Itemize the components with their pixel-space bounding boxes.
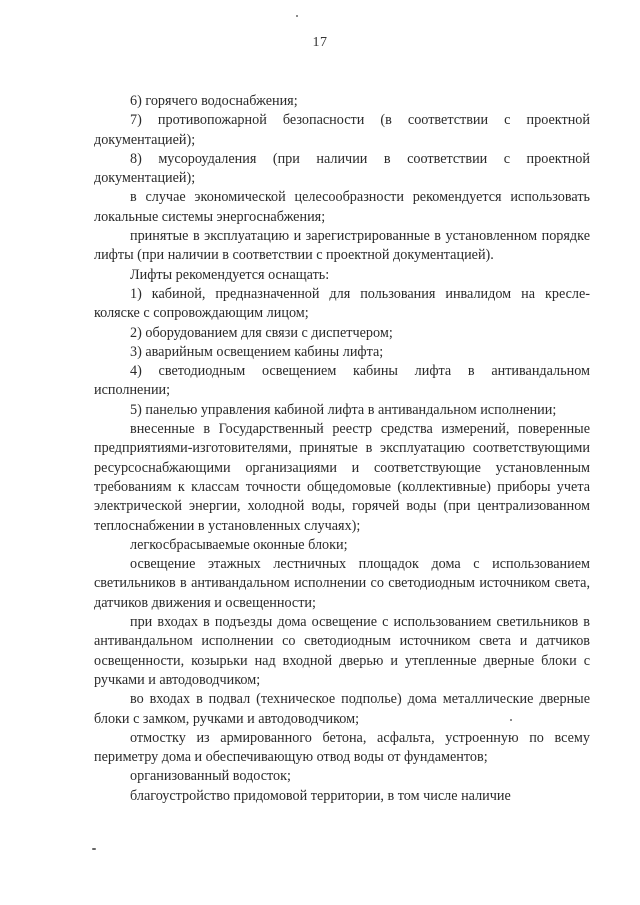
paragraph-elevators: принятые в эксплуатацию и зарегистрированные в установленном порядке лифты (при наличии в соответствии с проектной документацией). [94,228,590,264]
paragraph-item-6: 6) горячего водоснабжения; [130,93,298,109]
paragraph-window-blocks: легкосбрасываемые оконные блоки; [130,536,348,553]
paragraph-elevator-item-4: 4) светодиодным освещением кабины лифта в антивандальном исполнении; [94,363,590,399]
paragraph-landscaping: благоустройство придомовой территории, в том числе наличие [130,787,511,804]
paragraph-blind-area: отмостку из армированного бетона, асфальта, устроенную по всему периметру дома и обеспечивающую отвод воды от фундаментов; [94,729,590,766]
paragraph-stair-lighting: освещение этажных лестничных площадок дома с использованием светильников в антивандальном исполнении со светодиодным источником света, датчиков движения и освещенности; [94,556,590,611]
paragraph-local-energy: в случае экономической целесообразности рекомендуется использовать локальные системы энергоснабжения; [94,189,590,225]
paragraph-elevator-item-3: 3) аварийным освещением кабины лифта; [130,343,384,360]
scan-speck [296,15,298,17]
document-body [94,92,590,806]
paragraph-item-8: 8) мусороудаления (при наличии в соответствии с проектной документацией); [94,150,590,187]
paragraph-elevator-item-2: 2) оборудованием для связи с диспетчером; [130,324,393,341]
paragraph-basement-doors: во входах в подвал (техническое подполье) дома металлические дверные блоки с замком, ручками и автодоводчиком; [94,691,590,727]
paragraph-elevators-equip-intro: Лифты рекомендуется оснащать: [130,266,330,283]
scan-speck [510,719,512,721]
paragraph-elevator-item-5: 5) панелью управления кабиной лифта в антивандальном исполнении; [130,401,557,418]
page-number: 17 [312,35,328,50]
paragraph-elevator-item-1: 1) кабиной, предназначенной для пользования инвалидом на кресле-коляске с сопровождающим лицом; [94,285,590,322]
paragraph-drainage: организованный водосток; [130,768,291,785]
paragraph-item-7: 7) противопожарной безопасности (в соответствии с проектной документацией); [94,112,590,148]
paragraph-metering-devices: внесенные в Государственный реестр средства измерений, поверенные предприятиями-изготовителями, принятые в эксплуатацию соответствующими ресурсоснабжающими организациями и соответствующие установленным требованиям к классам точности общедомовые (коллективные) приборы учета электрической энергии, холодной воды, горячей воды (при централизованном теплоснабжении в установленных случаях); [94,421,590,534]
paragraph-entrance-lighting: при входах в подъезды дома освещение с использованием светильников в антивандальном исполнении со светодиодным источником света и датчиков освещенности, козырьки над входной дверью и утепленные дверные блоки с ручками и автодоводчиком; [94,614,590,688]
scan-speck [92,848,96,850]
